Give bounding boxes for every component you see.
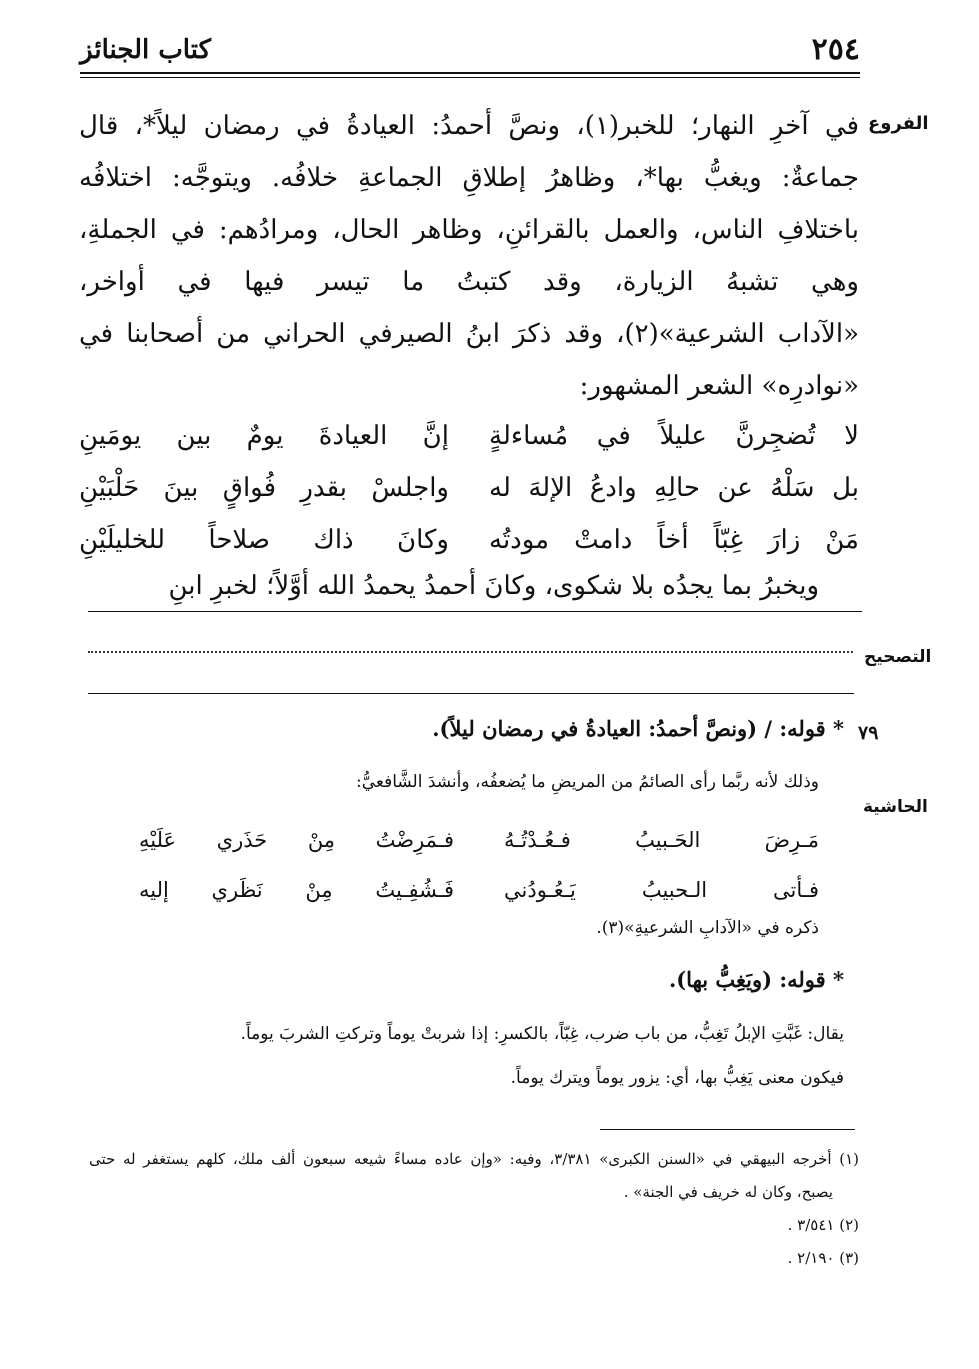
book-title: كتاب الجنائز [80,35,211,65]
footnotes [89,1143,859,1275]
poem-hemistich-first: مَنْ زارَ غِبّاً أخاً دامتْ مودتُه [489,525,859,555]
entry-number: ٧٩ [858,722,879,744]
main-text-line: في آخرِ النهار؛ للخبر(١)، ونصَّ أحمدُ: العيادةُ في رمضان ليلاً*، قال [79,111,859,141]
footnote-line: (٣) ٢/١٩٠ . [787,1249,859,1267]
commentary-text: ذكره في «الآدابِ الشرعيةِ»(٣). [596,918,819,938]
header-rule-thin [80,77,860,78]
commentary-text: فيكون معنى يَغِبُّ بها، أي: يزور يوماً ويترك يوماً. [510,1068,844,1088]
main-text-line: وهي تشبهُ الزيارة، وقد كتبتُ ما تيسر فيها في أواخر، [79,267,859,297]
main-text-line: باختلافِ الناس، والعمل بالقرائنِ، وظاهر الحال، ومرادُهم: في الجملةِ، [79,215,859,245]
page-header [80,30,860,70]
footnote-line: (٢) ٣/٥٤١ . [787,1216,859,1234]
poem-verse [139,865,819,915]
footnote-rule [600,1129,855,1130]
commentary-quote: * قوله: / (ونصَّ أحمدُ: العيادةُ في رمضان ليلاً). [432,716,844,741]
poem-verse [79,410,859,462]
margin-label-furu: الفروع [868,113,929,134]
poem-hemistich-first: مَـرِضَ الحَـبيبُ فـعُـدْتُـهُ [504,828,819,852]
section-rule [88,611,862,612]
poem-hemistich-first: بل سَلْهُ عن حالِهِ وادعُ الإلهَ له [489,473,859,503]
header-rule [80,72,860,74]
section-rule [88,693,854,694]
poem-hemistich-second: واجلسْ بقدرِ فُواقٍ بينَ حَلْبَيْنِ [79,473,449,503]
poem-verse [139,815,819,865]
main-text [79,100,859,412]
poem-hemistich-second: إنَّ العيادةَ يومٌ بين يومَينِ [79,421,449,451]
poem-verse [79,462,859,514]
commentary-poem [139,815,819,915]
poem-hemistich-first: فـأتى الـحبيبُ يَـعُـودُني [504,878,819,902]
tashih-dotted-line [88,651,853,653]
poem-verse [79,514,859,566]
main-text-line: «نوادرِه» الشعر المشهور: [579,371,859,401]
poem-hemistich-second: فـمَرِضْتُ مِنْ حَذَري عَلَيْهِ [139,828,454,852]
margin-label-hashiya: الحاشية [863,797,928,817]
poem-hemistich-first: لا تُضجِرنَّ عليلاً في مُساءلةٍ [489,421,859,451]
main-text-line: جماعةٌ: ويغبُّ بها*، وظاهرُ إطلاقِ الجماعةِ خلافُه. ويتوجَّه: اختلافُه [79,163,859,193]
poem-hemistich-second: وكانَ ذاك صلاحاً للخليلَيْنِ [79,525,449,555]
margin-label-tashih: التصحيح [864,647,932,667]
poem-hemistich-second: فَـشُفِـيتُ مِنْ نَظَري إليه [139,878,454,902]
main-text-line: «الآداب الشرعية»(٢)، وقد ذكرَ ابنُ الصيرفي الحراني من أصحابنا في [79,319,859,349]
footnote-line: (١) أخرجه البيهقي في «السنن الكبرى» ٣/٣٨١، وفيه: «وإن عاده مساءً شيعه سبعون ألف ملك، كلهم يستغفر له حتى [89,1150,859,1168]
commentary-text: وذلك لأنه ربَّما رأى الصائمُ من المريضِ ما يُضعفُه، وأنشدَ الشَّافعيُّ: [355,772,819,792]
footnote-line: يصبح، وكان له خريف في الجنة» . [623,1183,833,1201]
commentary-quote: * قوله: (ويَغِبُّ بها). [668,967,844,992]
commentary-text: يقال: غَبَّتِ الإبلُ تَغِبُّ، من باب ضرب، غِبّاً، بالكسرِ: إذا شربتْ يوماً وتركتِ الشربَ يوماً. [240,1024,844,1044]
main-text-last-line: ويخبرُ بما يجدُه بلا شكوى، وكانَ أحمدُ يحمدُ الله أوَّلاً؛ لخبرِ ابنِ [168,571,819,601]
poem [79,410,859,566]
page-number: ٢٥٤ [811,32,860,67]
